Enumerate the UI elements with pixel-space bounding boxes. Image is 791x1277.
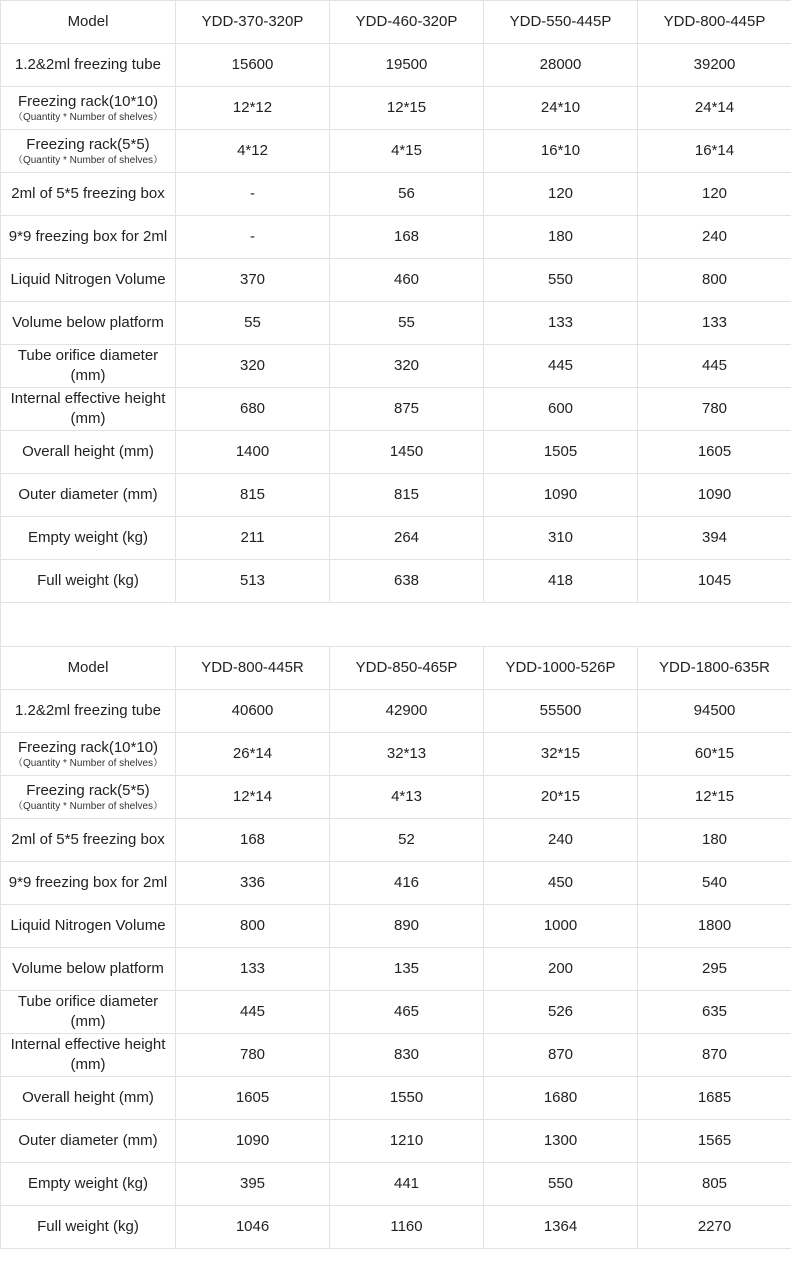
table-row [1, 1077, 791, 1120]
cell-value: 370 [176, 259, 330, 302]
cell-value: 2270 [638, 1206, 791, 1249]
row-label [1, 130, 176, 173]
header-label: Model [1, 1, 176, 44]
row-label: Volume below platform [1, 302, 176, 345]
table-row [1, 44, 791, 87]
cell-value: 12*15 [638, 776, 791, 819]
cell-value: 133 [484, 302, 638, 345]
table-row [1, 474, 791, 517]
row-label: Full weight (kg) [1, 1206, 176, 1249]
row-label: Tube orifice diameter (mm) [1, 991, 176, 1034]
cell-value: 168 [330, 216, 484, 259]
row-label-main: Freezing rack(10*10) [17, 739, 159, 756]
cell-value: 875 [330, 388, 484, 431]
cell-value: 24*14 [638, 87, 791, 130]
cell-value: 295 [638, 948, 791, 991]
row-label: 1.2&2ml freezing tube [1, 44, 176, 87]
table-row [1, 87, 791, 130]
cell-value: 240 [638, 216, 791, 259]
cell-value: 28000 [484, 44, 638, 87]
cell-value: 1046 [176, 1206, 330, 1249]
cell-value: 52 [330, 819, 484, 862]
cell-value: 890 [330, 905, 484, 948]
cell-value: 16*10 [484, 130, 638, 173]
table-row [1, 862, 791, 905]
row-label: Liquid Nitrogen Volume [1, 905, 176, 948]
cell-value: 1045 [638, 560, 791, 603]
table-row [1, 1163, 791, 1206]
model-name: YDD-800-445P [638, 1, 791, 44]
cell-value: 1210 [330, 1120, 484, 1163]
cell-value: 1090 [176, 1120, 330, 1163]
header-row [1, 1, 791, 44]
row-label: 2ml of 5*5 freezing box [1, 173, 176, 216]
cell-value: 600 [484, 388, 638, 431]
cell-value: 1450 [330, 431, 484, 474]
row-label: Internal effective height (mm) [1, 1034, 176, 1077]
table-row [1, 216, 791, 259]
cell-value: 445 [484, 345, 638, 388]
cell-value: 240 [484, 819, 638, 862]
cell-value: 32*15 [484, 733, 638, 776]
cell-value: 460 [330, 259, 484, 302]
cell-value: 4*15 [330, 130, 484, 173]
cell-value: 135 [330, 948, 484, 991]
cell-value: 42900 [330, 690, 484, 733]
cell-value: 133 [176, 948, 330, 991]
row-label: Full weight (kg) [1, 560, 176, 603]
table-row [1, 1120, 791, 1163]
cell-value: 638 [330, 560, 484, 603]
row-label-note: （Quantity * Number of shelves） [12, 801, 164, 812]
row-label-main: Freezing rack(5*5) [26, 782, 150, 799]
table-row [1, 517, 791, 560]
cell-value: 1000 [484, 905, 638, 948]
cell-value: 320 [330, 345, 484, 388]
row-label [1, 776, 176, 819]
cell-value: 800 [638, 259, 791, 302]
cell-value: 120 [484, 173, 638, 216]
row-label: Overall height (mm) [1, 431, 176, 474]
row-label-note: （Quantity * Number of shelves） [12, 758, 164, 769]
table-row [1, 431, 791, 474]
row-label: 2ml of 5*5 freezing box [1, 819, 176, 862]
cell-value: 635 [638, 991, 791, 1034]
cell-value: 805 [638, 1163, 791, 1206]
row-label-main: Freezing rack(10*10) [17, 93, 159, 110]
cell-value: 1300 [484, 1120, 638, 1163]
row-label: Outer diameter (mm) [1, 474, 176, 517]
cell-value: 40600 [176, 690, 330, 733]
cell-value: - [176, 216, 330, 259]
row-label [1, 733, 176, 776]
table-row [1, 1206, 791, 1249]
cell-value: 526 [484, 991, 638, 1034]
cell-value: 39200 [638, 44, 791, 87]
cell-value: 1364 [484, 1206, 638, 1249]
table-row [1, 302, 791, 345]
cell-value: 550 [484, 259, 638, 302]
table-row [1, 776, 791, 819]
model-name: YDD-460-320P [330, 1, 484, 44]
table-row [1, 388, 791, 431]
cell-value: 441 [330, 1163, 484, 1206]
row-label: 9*9 freezing box for 2ml [1, 216, 176, 259]
cell-value: 4*13 [330, 776, 484, 819]
row-label: Tube orifice diameter (mm) [1, 345, 176, 388]
table-row [1, 733, 791, 776]
row-label: Empty weight (kg) [1, 517, 176, 560]
cell-value: 1090 [484, 474, 638, 517]
cell-value: 168 [176, 819, 330, 862]
cell-value: 780 [638, 388, 791, 431]
row-label: Liquid Nitrogen Volume [1, 259, 176, 302]
cell-value: 550 [484, 1163, 638, 1206]
cell-value: 830 [330, 1034, 484, 1077]
cell-value: 12*15 [330, 87, 484, 130]
table-row [1, 173, 791, 216]
cell-value: 1090 [638, 474, 791, 517]
cell-value: 1550 [330, 1077, 484, 1120]
cell-value: 540 [638, 862, 791, 905]
cell-value: 780 [176, 1034, 330, 1077]
cell-value: 310 [484, 517, 638, 560]
cell-value: 1565 [638, 1120, 791, 1163]
cell-value: 1685 [638, 1077, 791, 1120]
header-row [1, 647, 791, 690]
header-label: Model [1, 647, 176, 690]
table-spacer [1, 603, 791, 647]
cell-value: 180 [484, 216, 638, 259]
cell-value: 1605 [176, 1077, 330, 1120]
cell-value: 55500 [484, 690, 638, 733]
cell-value: 870 [638, 1034, 791, 1077]
cell-value: 211 [176, 517, 330, 560]
model-name: YDD-850-465P [330, 647, 484, 690]
cell-value: 450 [484, 862, 638, 905]
cell-value: 416 [330, 862, 484, 905]
cell-value: 1400 [176, 431, 330, 474]
row-label: Internal effective height (mm) [1, 388, 176, 431]
cell-value: 815 [176, 474, 330, 517]
table-row [1, 560, 791, 603]
cell-value: 15600 [176, 44, 330, 87]
table-row [1, 345, 791, 388]
cell-value: 120 [638, 173, 791, 216]
cell-value: 20*15 [484, 776, 638, 819]
cell-value: 94500 [638, 690, 791, 733]
cell-value: 465 [330, 991, 484, 1034]
cell-value: 395 [176, 1163, 330, 1206]
model-name: YDD-1000-526P [484, 647, 638, 690]
table-row [1, 690, 791, 733]
model-name: YDD-550-445P [484, 1, 638, 44]
cell-value: 394 [638, 517, 791, 560]
table-row [1, 1034, 791, 1077]
cell-value: 56 [330, 173, 484, 216]
row-label: Empty weight (kg) [1, 1163, 176, 1206]
cell-value: 320 [176, 345, 330, 388]
cell-value: 60*15 [638, 733, 791, 776]
cell-value: 180 [638, 819, 791, 862]
row-label [1, 87, 176, 130]
cell-value: 24*10 [484, 87, 638, 130]
model-name: YDD-370-320P [176, 1, 330, 44]
cell-value: 1800 [638, 905, 791, 948]
cell-value: 16*14 [638, 130, 791, 173]
row-label: 1.2&2ml freezing tube [1, 690, 176, 733]
cell-value: 445 [638, 345, 791, 388]
cell-value: 418 [484, 560, 638, 603]
row-label: Volume below platform [1, 948, 176, 991]
cell-value: 4*12 [176, 130, 330, 173]
table-row [1, 130, 791, 173]
cell-value: 445 [176, 991, 330, 1034]
table-row [1, 819, 791, 862]
cell-value: 1680 [484, 1077, 638, 1120]
table-row [1, 259, 791, 302]
cell-value: 1605 [638, 431, 791, 474]
cell-value: - [176, 173, 330, 216]
cell-value: 12*12 [176, 87, 330, 130]
table-row [1, 905, 791, 948]
spacer-cell [1, 603, 791, 647]
cell-value: 200 [484, 948, 638, 991]
row-label-note: （Quantity * Number of shelves） [12, 112, 164, 123]
cell-value: 26*14 [176, 733, 330, 776]
row-label-main: Freezing rack(5*5) [26, 136, 150, 153]
cell-value: 19500 [330, 44, 484, 87]
cell-value: 336 [176, 862, 330, 905]
cell-value: 133 [638, 302, 791, 345]
cell-value: 12*14 [176, 776, 330, 819]
model-name: YDD-1800-635R [638, 647, 791, 690]
row-label-note: （Quantity * Number of shelves） [12, 155, 164, 166]
model-name: YDD-800-445R [176, 647, 330, 690]
row-label: Outer diameter (mm) [1, 1120, 176, 1163]
table-row [1, 948, 791, 991]
cell-value: 55 [330, 302, 484, 345]
cell-value: 815 [330, 474, 484, 517]
row-label: Overall height (mm) [1, 1077, 176, 1120]
cell-value: 264 [330, 517, 484, 560]
row-label: 9*9 freezing box for 2ml [1, 862, 176, 905]
cell-value: 800 [176, 905, 330, 948]
cell-value: 1505 [484, 431, 638, 474]
cell-value: 1160 [330, 1206, 484, 1249]
cell-value: 55 [176, 302, 330, 345]
cell-value: 32*13 [330, 733, 484, 776]
cell-value: 870 [484, 1034, 638, 1077]
cell-value: 680 [176, 388, 330, 431]
table-row [1, 991, 791, 1034]
cell-value: 513 [176, 560, 330, 603]
